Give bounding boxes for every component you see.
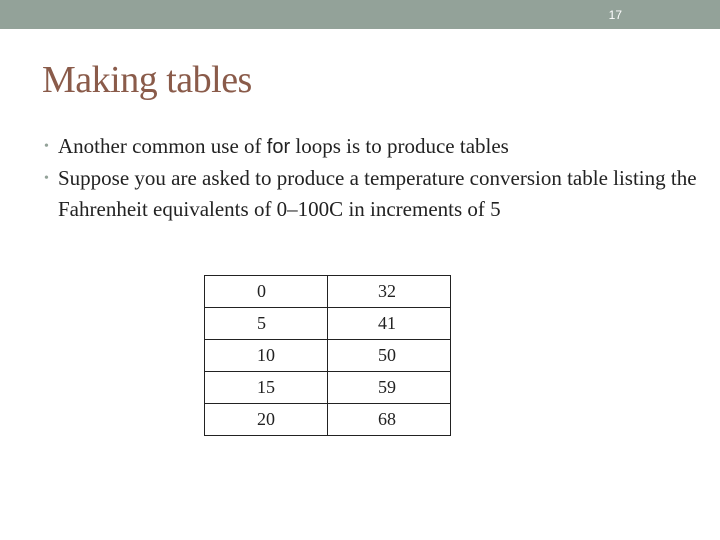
table-cell-celsius: 0 — [205, 276, 328, 308]
code-keyword: for — [266, 136, 291, 158]
bullet-item — [42, 131, 702, 163]
table-cell-fahrenheit: 50 — [328, 340, 451, 372]
slide-number: 17 — [608, 8, 622, 22]
table-cell-celsius: 15 — [205, 372, 328, 404]
bullet-text-post: loops is to produce tables — [290, 134, 509, 158]
bullet-dot-icon: • — [44, 171, 49, 186]
table-row — [205, 404, 451, 436]
slide-title: Making tables — [42, 59, 252, 101]
table-row — [205, 276, 451, 308]
table-cell-fahrenheit: 32 — [328, 276, 451, 308]
conversion-table — [204, 275, 451, 436]
table-cell-celsius: 20 — [205, 404, 328, 436]
bullet-list — [42, 131, 702, 225]
table-cell-fahrenheit: 68 — [328, 404, 451, 436]
top-bar — [0, 0, 720, 29]
bullet-item — [42, 163, 702, 225]
bullet-text: Suppose you are asked to produce a temperature conversion table listing the Fahrenheit equivalents of 0–100C in increments of 5 — [58, 166, 697, 221]
bullet-text-pre: Another common use of — [58, 134, 267, 158]
table-row — [205, 308, 451, 340]
table-cell-celsius: 10 — [205, 340, 328, 372]
table-cell-celsius: 5 — [205, 308, 328, 340]
table-row — [205, 340, 451, 372]
table-row — [205, 372, 451, 404]
table-cell-fahrenheit: 41 — [328, 308, 451, 340]
table-cell-fahrenheit: 59 — [328, 372, 451, 404]
bullet-dot-icon: • — [44, 139, 49, 154]
